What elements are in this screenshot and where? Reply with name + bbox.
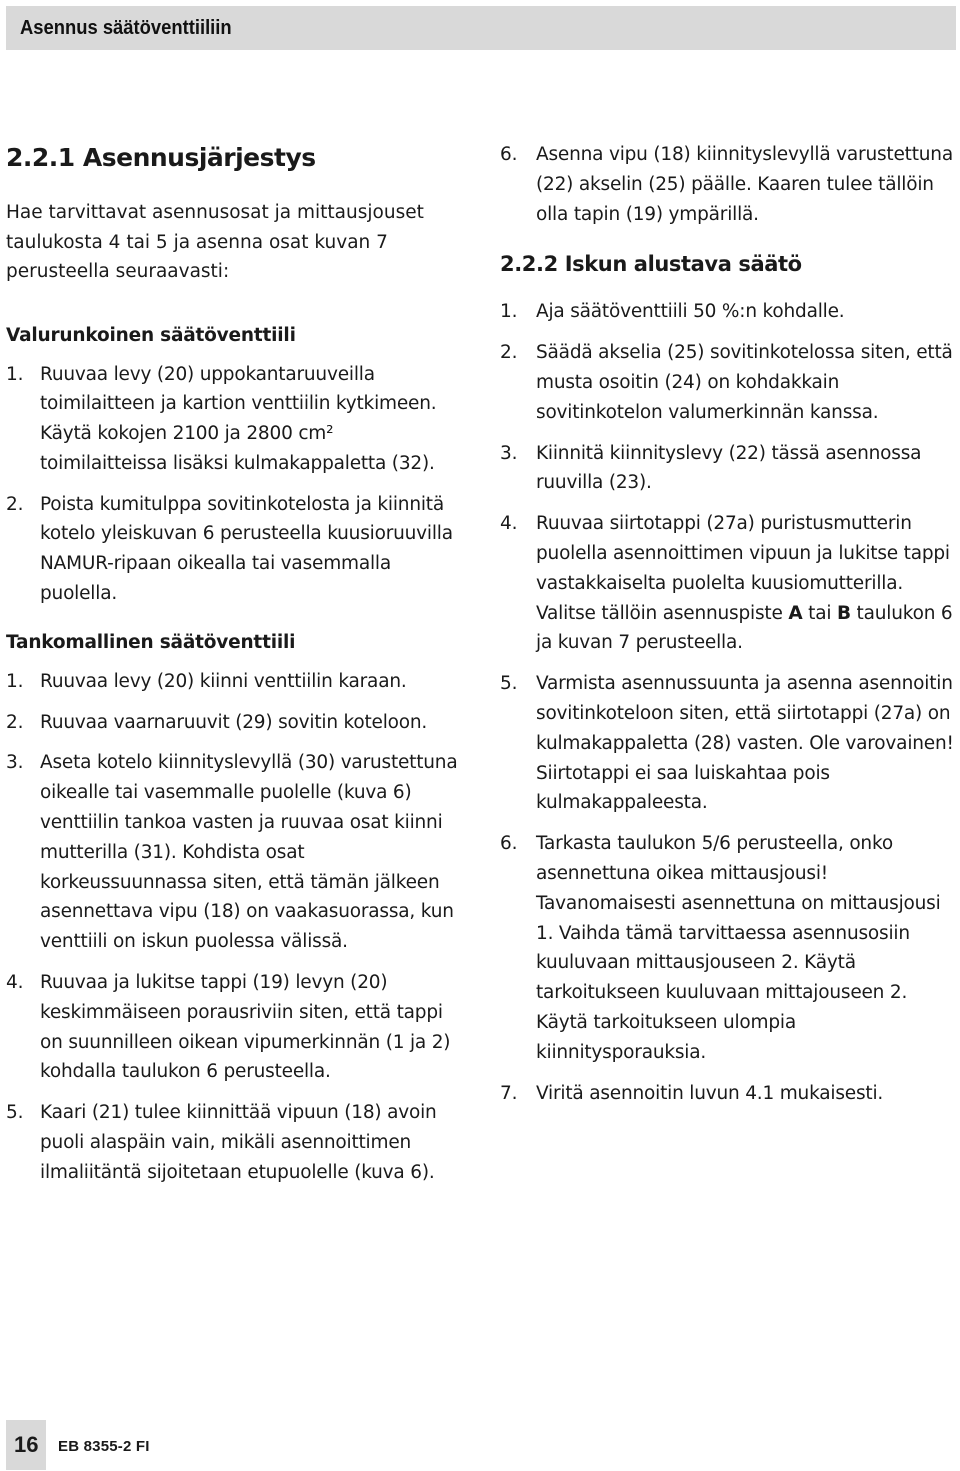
list-text bbox=[536, 513, 953, 653]
list-number: 6. bbox=[500, 833, 518, 855]
intro-paragraph: Hae tarvittavat asennusosat ja mittausjouset taulukosta 4 tai 5 ja asenna osat kuvan 7 perusteella seuraavasti: bbox=[6, 202, 424, 282]
list-number: 1. bbox=[6, 670, 24, 692]
page-footer bbox=[6, 1420, 956, 1470]
list-text: Viritä asennoitin luvun 4.1 mukaisesti. bbox=[536, 1082, 884, 1104]
header-bar bbox=[6, 6, 956, 50]
list-text: Ruuvaa vaarnaruuvit (29) sovitin koteloon. bbox=[40, 711, 428, 733]
section-heading-2-2-2: 2.2.2 Iskun alustava säätö bbox=[500, 252, 802, 277]
list-stroke-adjustment bbox=[500, 297, 956, 1108]
list-text-part: tai bbox=[802, 602, 837, 624]
list-number: 5. bbox=[6, 1102, 24, 1124]
list-number: 3. bbox=[500, 442, 518, 464]
list-text: Kaari (21) tulee kiinnittää vipuun (18) avoin puoli alaspäin vain, mikäli asennoittimen ilmaliitäntä sijoitetaan etupuolelle (kuva 6). bbox=[40, 1102, 437, 1183]
page-number: 16 bbox=[14, 1432, 39, 1457]
list-text: Ruuvaa ja lukitse tappi (19) levyn (20) keskimmäiseen porausriviin siten, että tappi on suunnilleen oikean vipumerkinnän (1 ja 2) kohdalla taulukon 6 perusteella. bbox=[40, 972, 451, 1083]
list-item bbox=[6, 748, 464, 957]
list-number: 1. bbox=[500, 301, 518, 323]
list-text: Ruuvaa levy (20) uppokantaruuveilla toimilaitteen ja kartion venttiilin kytkimeen. Käytä kokojen 2100 ja 2800 cm² toimilaitteissa lisäksi kulmakappaletta (32). bbox=[40, 363, 437, 474]
list-text: Asenna vipu (18) kiinnityslevyllä varustettuna (22) akselin (25) päälle. Kaaren tulee tällöin olla tapin (19) ympärillä. bbox=[536, 144, 953, 225]
list-assembly-continued bbox=[500, 140, 956, 229]
list-item bbox=[500, 338, 956, 427]
section-heading-2-2-1: 2.2.1 Asennusjärjestys bbox=[6, 143, 316, 172]
list-item bbox=[500, 669, 956, 818]
list-number: 2. bbox=[500, 342, 518, 364]
list-text: Varmista asennussuunta ja asenna asennoitin sovitinkoteloon siten, että siirtotappi (27a) on kulmakappaletta (28) vasten. Ole varovainen! Siirtotappi ei saa luiskahtaa pois kulmakappaleesta. bbox=[536, 673, 954, 814]
right-column bbox=[500, 140, 956, 1128]
list-item bbox=[6, 667, 464, 697]
list-cast-valve bbox=[6, 360, 464, 609]
subheading-rod-valve: Tankomallinen säätöventtiili bbox=[6, 631, 296, 653]
list-item bbox=[500, 140, 956, 229]
list-number: 2. bbox=[6, 711, 24, 733]
list-text: Aja säätöventtiili 50 %:n kohdalle. bbox=[536, 301, 845, 323]
list-item bbox=[500, 439, 956, 499]
list-item bbox=[500, 297, 956, 327]
list-number: 4. bbox=[6, 972, 24, 994]
list-text-part: taulukon 6 ja kuvan 7 perusteella. bbox=[536, 602, 953, 654]
list-text: Säädä akselia (25) sovitinkotelossa siten, että musta osoitin (24) on kohdakkain sovitinkotelon valumerkinnän kanssa. bbox=[536, 342, 953, 423]
left-column bbox=[6, 140, 464, 1208]
list-text-part: Ruuvaa siirtotappi (27a) puristusmutterin puolella asennoittimen vipuun ja lukitse tappi vastakkaiselta puolelta kuusiomutterilla. Valitse tällöin asennuspiste bbox=[536, 513, 950, 624]
list-item bbox=[500, 509, 956, 658]
mounting-point-a: A bbox=[788, 602, 803, 624]
list-text: Aseta kotelo kiinnityslevyllä (30) varustettuna oikealle tai vasemmalle puolelle (kuva 6) venttiilin tankoa vasten ja ruuvaa osat kiinni mutterilla (31). Kohdista osat korkeussuunnassa siten, että tämän jälkeen asennettava vipu (18) on vaakasuorassa, kun venttiili on iskun puolessa välissä. bbox=[40, 752, 458, 953]
list-item bbox=[500, 1079, 956, 1109]
list-text: Ruuvaa levy (20) kiinni venttiilin karaan. bbox=[40, 670, 407, 692]
list-number: 7. bbox=[500, 1082, 518, 1104]
list-number: 2. bbox=[6, 493, 24, 515]
list-number: 1. bbox=[6, 363, 24, 385]
list-text: Tarkasta taulukon 5/6 perusteella, onko asennettuna oikea mittausjousi! Tavanomaisesti asennettuna on mittausjousi 1. Vaihda tämä tarvittaessa asennusosiin kuuluvaan mittausjouseen 2. Käytä tarkoitukseen kuuluvaan mittajouseen 2. Käytä tarkoitukseen ulompia kiinnitysporauksia. bbox=[536, 833, 941, 1063]
list-number: 5. bbox=[500, 673, 518, 695]
document-code: EB 8355-2 FI bbox=[58, 1438, 150, 1455]
list-number: 6. bbox=[500, 144, 518, 165]
header-title: Asennus säätöventtiiliin bbox=[20, 17, 232, 39]
mounting-point-b: B bbox=[836, 602, 851, 624]
list-item bbox=[6, 490, 464, 609]
list-text: Kiinnitä kiinnityslevy (22) tässä asennossa ruuvilla (23). bbox=[536, 442, 922, 494]
subheading-cast-valve: Valurunkoinen säätöventtiili bbox=[6, 324, 296, 346]
list-item bbox=[500, 829, 956, 1067]
list-item bbox=[6, 360, 464, 479]
list-number: 4. bbox=[500, 513, 518, 535]
list-item bbox=[6, 968, 464, 1087]
list-item bbox=[6, 1098, 464, 1187]
list-item bbox=[6, 708, 464, 738]
list-number: 3. bbox=[6, 752, 24, 774]
list-rod-valve bbox=[6, 667, 464, 1188]
page-number-box bbox=[6, 1420, 46, 1470]
list-text: Poista kumitulppa sovitinkotelosta ja kiinnitä kotelo yleiskuvan 6 perusteella kuusioruuvilla NAMUR-ripaan oikealla tai vasemmalla puolella. bbox=[40, 493, 453, 605]
